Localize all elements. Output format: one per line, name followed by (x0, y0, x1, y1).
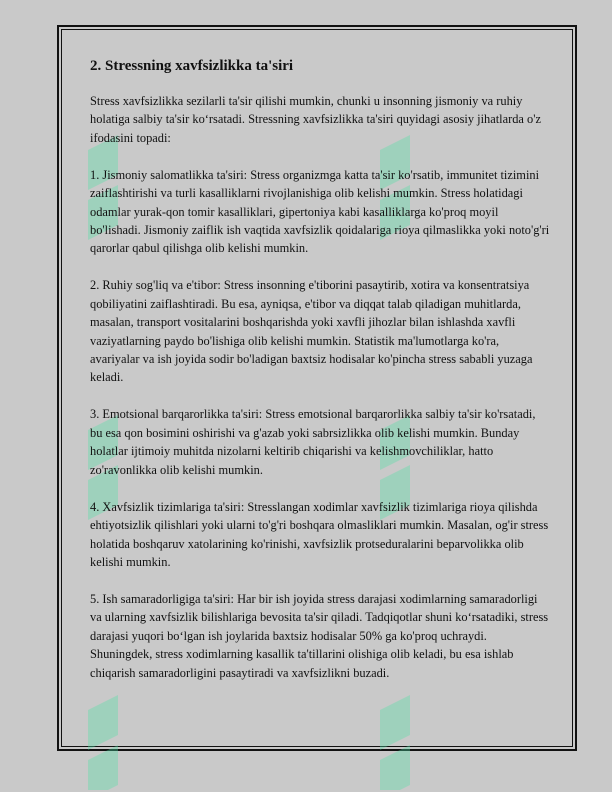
intro-paragraph: Stress xavfsizlikka sezilarli ta'sir qilishi mumkin, chunki u insonning jismoniy va ruhiy holatiga salbiy ta'sir ko‘rsatadi. Stressning xavfsizlikka ta'siri quyidagi asosiy jihatlarda o'z ifodasini topadi: (90, 94, 541, 145)
section-title: 2. Stressning xavfsizlikka ta'siri (90, 58, 294, 74)
paragraph-safety-systems: 4. Xavfsizlik tizimlariga ta'siri: Stresslangan xodimlar xavfsizlik tizimlariga rioya qilishda ehtiyotsizlik qilishlari yoki ularni to'g'ri boshqara olmasliklari mumkin. Masalan, og'ir stress holatida boshqaruv xatolarining ko'rinishi, xavfsizlik protseduralarini beparvolikka olib kelishi mumkin. (90, 499, 549, 569)
paragraph-emotional-stability: 3. Emotsional barqarorlikka ta'siri: Stress emotsional barqarorlikka salbiy ta'sir ko'rsatadi, bu esa qon bosimini oshirishi va g'azab yoki sabrsizlikka olib kelishi mumkin. Bunday holatlar ijtimoiy muhitda nizolarni keltirib chiqarishi va kelishmovchiliklar, hatto zo'ravonlikka olib kelishi mumkin. (90, 407, 536, 477)
paragraph-mental-health: 2. Ruhiy sog'liq va e'tibor: Stress insonning e'tiborini pasaytirib, xotira va konsentratsiya qobiliyatini zaiflashtiradi. Bu esa, ayniqsa, e'tibor va diqqat talab qiladigan muhitlarda, masalan, transport vositalarini boshqarishda yoki xavfli jihozlar bilan ishlashda xavfli vaziyatlarning paydo bo'lishiga olib kelishi mumkin. Statistik ma'lumotlarga ko'ra, avariyalar va ish joyida sodir bo'ladigan baxtsiz hodisalar ko'pincha stress sababli yuzaga keladi. (90, 278, 533, 385)
document-body (90, 56, 550, 701)
paragraph-physical-health: 1. Jismoniy salomatlikka ta'siri: Stress organizmga katta ta'sir ko'rsatib, immunitet tizimini zaiflashtirishi va turli kasalliklarni rivojlanishiga olib kelishi mumkin. Stress holatidagi odamlar yurak-qon tomir kasalliklari, gipertoniya kabi kasalliklarga ko'proq moyil bo'lishadi. Jismoniy zaiflik ish vaqtida xavfsizlik qoidalariga rioya qilmaslikka yoki noto'g'ri qarorlar qabul qilishga olib kelishi mumkin. (90, 167, 550, 256)
paragraph-work-efficiency: 5. Ish samaradorligiga ta'siri: Har bir ish joyida stress darajasi xodimlarning samaradorligi va ularning xavfsizlik bilishlariga bevosita ta'sir qiladi. Tadqiqotlar shuni ko‘rsatadiki, stress darajasi yuqori bo‘lgan ish joylarida baxtsiz hodisalar 50% ga ko'proq uchraydi. Shuningdek, stress xodimlarning kasallik ta'tillarini olishiga olib keladi, bu esa ishlab chiqarish samaradorligini pasaytiradi va xavfsizlikni buzadi. (90, 591, 549, 680)
